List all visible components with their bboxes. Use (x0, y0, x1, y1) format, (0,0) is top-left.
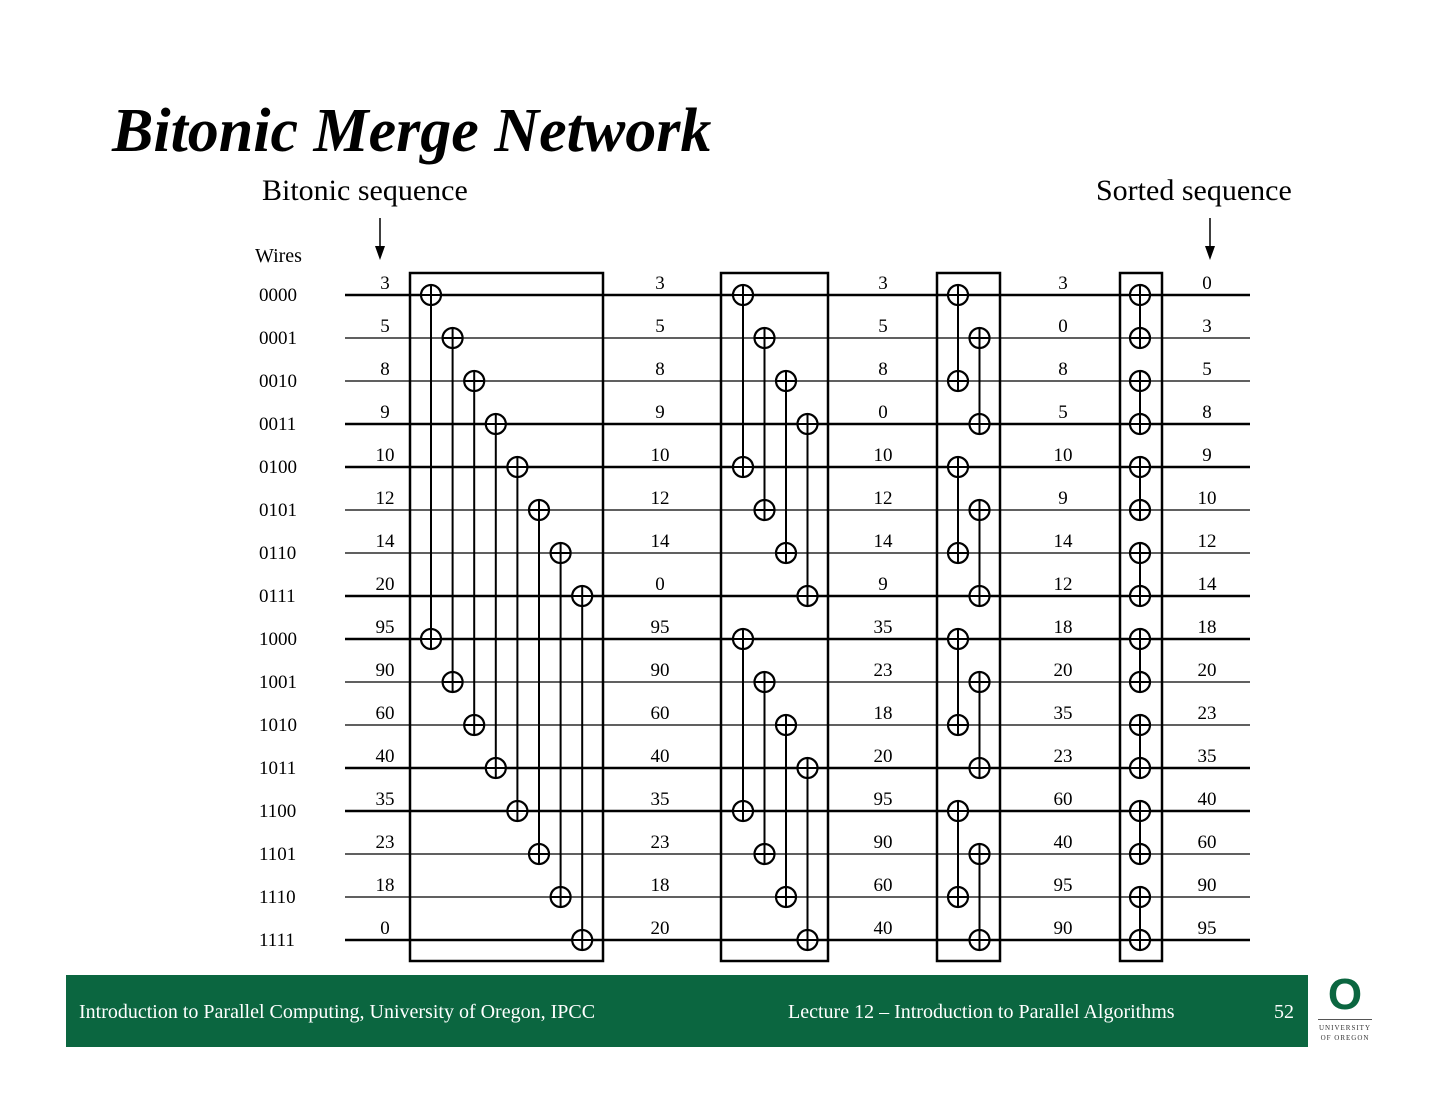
wire-label: 1011 (259, 758, 297, 779)
wire-value: 12 (375, 488, 395, 509)
wire-value: 5 (655, 316, 665, 337)
logo-line1: UNIVERSITY (1319, 1024, 1371, 1032)
wire-value: 9 (1058, 488, 1068, 509)
wire-label: 0110 (259, 543, 297, 564)
wire-value: 5 (1058, 402, 1068, 423)
wire-value: 8 (1058, 359, 1068, 380)
wire-value: 95 (375, 617, 395, 638)
wire-value: 0 (380, 918, 390, 939)
wire-value: 10 (873, 445, 893, 466)
wire-value: 14 (873, 531, 893, 552)
wires-label: Wires (255, 245, 302, 267)
wire-value: 90 (1197, 875, 1217, 896)
wire-value: 0 (1058, 316, 1068, 337)
wire-value: 40 (650, 746, 670, 767)
wire-value: 3 (878, 273, 888, 294)
wire-value: 60 (873, 875, 893, 896)
wire-value: 95 (873, 789, 893, 810)
wire-value: 23 (873, 660, 893, 681)
wire-label: 1110 (259, 887, 296, 908)
stage-box-3 (937, 273, 1000, 961)
sorted-sequence-caption: Sorted sequence (1096, 174, 1292, 207)
wire-value: 35 (873, 617, 893, 638)
wire-value: 0 (655, 574, 665, 595)
wire-value: 0 (1202, 273, 1212, 294)
wire-value: 3 (1058, 273, 1068, 294)
wire-label: 1000 (259, 629, 297, 650)
page-number: 52 (1274, 1001, 1294, 1023)
wire-value: 60 (375, 703, 395, 724)
wire-value: 18 (1053, 617, 1073, 638)
wire-value: 40 (1053, 832, 1073, 853)
logo-o: O (1327, 970, 1363, 1019)
wire-value: 9 (380, 402, 390, 423)
wire-value: 9 (655, 402, 665, 423)
slide-title: Bitonic Merge Network (112, 97, 712, 165)
wire-value: 5 (380, 316, 390, 337)
wire-value: 35 (375, 789, 395, 810)
wire-value: 12 (1053, 574, 1073, 595)
wire-label: 0111 (259, 586, 296, 607)
wire-value: 3 (380, 273, 390, 294)
wire-value: 0 (878, 402, 888, 423)
wire-value: 35 (1053, 703, 1073, 724)
wire-label: 1111 (259, 930, 295, 951)
wire-value: 14 (1053, 531, 1073, 552)
wire-value: 5 (1202, 359, 1212, 380)
wire-value: 23 (650, 832, 670, 853)
wire-value: 18 (1197, 617, 1217, 638)
wire-label: 0101 (259, 500, 297, 521)
wire-value: 35 (650, 789, 670, 810)
wire-value: 5 (878, 316, 888, 337)
wire-label: 1100 (259, 801, 297, 822)
footer-lecture: Lecture 12 – Introduction to Parallel Algorithms (788, 1001, 1175, 1023)
footer-bar (66, 975, 1308, 1047)
wire-value: 60 (1053, 789, 1073, 810)
wire-value: 18 (873, 703, 893, 724)
wire-value: 12 (650, 488, 670, 509)
wire-value: 8 (380, 359, 390, 380)
wire-value: 20 (1197, 660, 1217, 681)
wire-label: 1010 (259, 715, 297, 736)
wire-value: 8 (1202, 402, 1212, 423)
wire-value: 23 (1197, 703, 1217, 724)
wire-value: 14 (375, 531, 395, 552)
wire-value: 10 (1197, 488, 1217, 509)
wire-value: 10 (1053, 445, 1073, 466)
wire-value: 3 (1202, 316, 1212, 337)
wire-value: 8 (878, 359, 888, 380)
university-logo (1314, 970, 1376, 1047)
wire-value: 10 (375, 445, 395, 466)
wire-value: 12 (1197, 531, 1217, 552)
wire-value: 12 (873, 488, 893, 509)
wire-value: 14 (1197, 574, 1217, 595)
wire-value: 18 (650, 875, 670, 896)
wire-label: 1001 (259, 672, 297, 693)
wire-value: 35 (1197, 746, 1217, 767)
wire-value: 18 (375, 875, 395, 896)
wire-value: 60 (650, 703, 670, 724)
bitonic-sequence-caption: Bitonic sequence (262, 174, 468, 207)
right-arrow-icon (1205, 246, 1215, 260)
stage-box-1 (410, 273, 603, 961)
wire-value: 90 (1053, 918, 1073, 939)
footer-course: Introduction to Parallel Computing, University of Oregon, IPCC (79, 1001, 596, 1023)
wire-value: 40 (1197, 789, 1217, 810)
wire-label: 0100 (259, 457, 297, 478)
wire-value: 60 (1197, 832, 1217, 853)
wire-value: 9 (878, 574, 888, 595)
wire-label: 0001 (259, 328, 297, 349)
left-arrow-icon (375, 246, 385, 260)
wire-value: 3 (655, 273, 665, 294)
wire-label: 0000 (259, 285, 297, 306)
wire-value: 20 (873, 746, 893, 767)
wire-label: 0010 (259, 371, 297, 392)
logo-line2: OF OREGON (1320, 1034, 1370, 1042)
wire-value: 20 (1053, 660, 1073, 681)
wire-value: 20 (650, 918, 670, 939)
wire-value: 23 (1053, 746, 1073, 767)
wire-value: 10 (650, 445, 670, 466)
wire-value: 95 (650, 617, 670, 638)
wire-value: 40 (873, 918, 893, 939)
wire-value: 90 (650, 660, 670, 681)
wire-value: 9 (1202, 445, 1212, 466)
wire-label: 0011 (259, 414, 297, 435)
wire-value: 14 (650, 531, 670, 552)
wire-value: 8 (655, 359, 665, 380)
wire-label: 1101 (259, 844, 297, 865)
wire-value: 95 (1197, 918, 1217, 939)
wire-value: 20 (375, 574, 395, 595)
wire-value: 23 (375, 832, 395, 853)
wire-value: 90 (873, 832, 893, 853)
wire-value: 40 (375, 746, 395, 767)
wire-value: 95 (1053, 875, 1073, 896)
wire-value: 90 (375, 660, 395, 681)
